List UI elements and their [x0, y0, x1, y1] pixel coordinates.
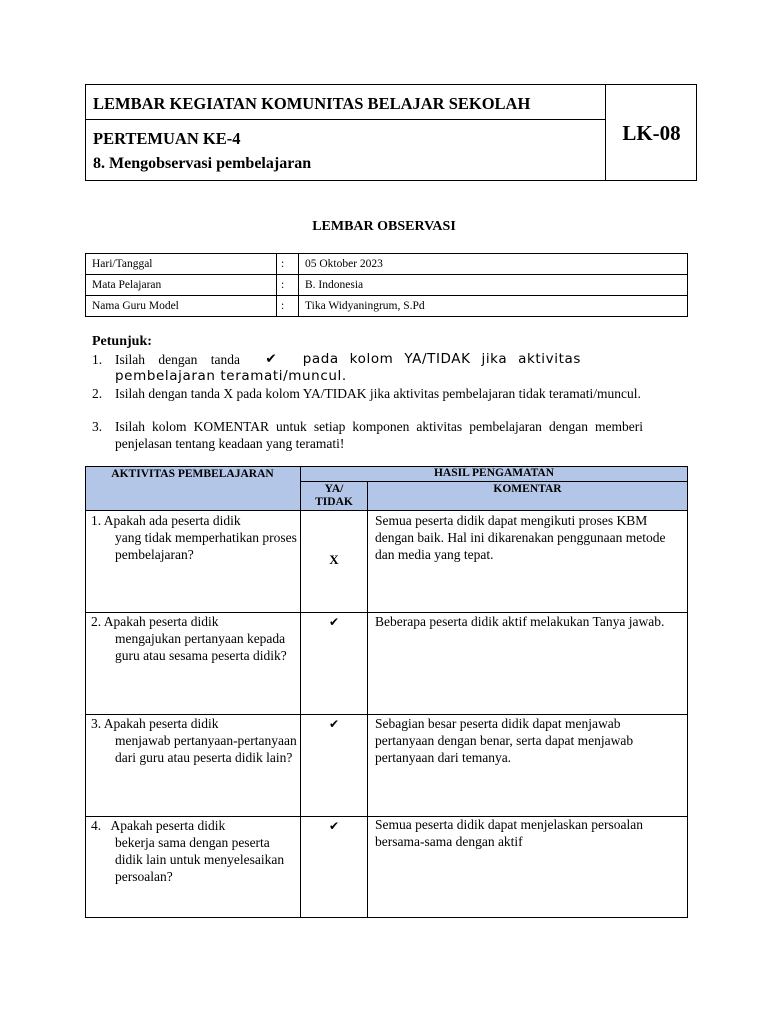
question-text-first: Apakah ada peserta didik [103, 513, 241, 528]
info-table [85, 253, 688, 317]
header-topic: 8. Mengobservasi pembelajaran [93, 155, 312, 172]
info-row-teacher [86, 296, 688, 317]
header-meeting: PERTEMUAN KE-4 [93, 129, 241, 148]
table-border [300, 481, 688, 482]
info-separator: : [277, 254, 299, 275]
instruction-text [115, 351, 643, 385]
header-divider-horizontal [86, 119, 605, 120]
observation-table [85, 466, 688, 918]
question-number: 2. [91, 614, 102, 629]
question-text-first: Apakah peserta didik [110, 818, 226, 833]
instruction-item-1 [92, 351, 652, 385]
info-label: Mata Pelajaran [86, 275, 277, 296]
activity-question-3 [91, 715, 297, 766]
question-text-first: Apakah peserta didik [103, 716, 219, 731]
instruction-item-3 [92, 418, 652, 452]
column-header-activity: AKTIVITAS PEMBELAJARAN [111, 468, 274, 480]
comment-4: Semua peserta didik dapat menjelaskan persoalan bersama-sama dengan aktif [375, 817, 644, 849]
table-border [85, 510, 688, 511]
comment-1: Semua peserta didik dapat mengikuti proses KBM dengan baik. Hal ini dikarenakan penggunaan metode dan media yang tepat. [375, 513, 666, 562]
instruction-number: 2. [92, 386, 103, 401]
question-text-rest: bekerja sama dengan peserta didik lain untuk menyelesaikan persoalan? [115, 835, 285, 884]
info-row-date [86, 254, 688, 275]
column-header-comment: KOMENTAR [493, 483, 562, 495]
instruction-text: Isilah kolom KOMENTAR untuk setiap komponen aktivitas pembelajaran dengan memberi penjelasan tentang keadaan yang teramati! [115, 419, 643, 451]
info-separator: : [277, 275, 299, 296]
instruction-number: 3. [92, 419, 103, 434]
check-mark-icon: ✔ [265, 351, 278, 367]
info-value: Tika Widyaningrum, S.Pd [299, 296, 688, 317]
table-border [85, 466, 86, 918]
header-title: LEMBAR KEGIATAN KOMUNITAS BELAJAR SEKOLAH [93, 94, 531, 113]
info-label: Hari/Tanggal [86, 254, 277, 275]
question-text-rest: menjawab pertanyaan-pertanyaan dari guru atau peserta didik lain? [115, 733, 297, 765]
question-text-rest: mengajukan pertanyaan kepada guru atau sesama peserta didik? [115, 631, 287, 663]
question-number: 4. [91, 818, 102, 833]
instruction-text-part-a: Isilah dengan tanda [115, 352, 240, 367]
worksheet-header [85, 84, 697, 181]
check-mark-icon: ✔ [328, 819, 340, 833]
table-border [300, 466, 301, 918]
activity-question-2 [91, 613, 297, 664]
instruction-number: 1. [92, 352, 103, 367]
check-mark-icon: ✔ [328, 717, 340, 731]
info-value: B. Indonesia [299, 275, 688, 296]
table-border [367, 481, 368, 918]
worksheet-code: LK-08 [622, 121, 681, 145]
table-border [85, 917, 688, 918]
instruction-text: Isilah dengan tanda X pada kolom YA/TIDAK jika aktivitas pembelajaran tidak teramati/muncul. [115, 386, 641, 401]
comment-3: Sebagian besar peserta didik dapat menjawab pertanyaan dengan benar, serta dapat menjawab pertanyaan dari temanya. [375, 716, 634, 765]
not-observed-mark: X [329, 552, 339, 567]
info-label: Nama Guru Model [86, 296, 277, 317]
info-row-subject [86, 275, 688, 296]
info-separator: : [277, 296, 299, 317]
question-text-first: Apakah peserta didik [103, 614, 219, 629]
column-header-result: HASIL PENGAMATAN [433, 467, 554, 479]
column-header-yes-no: YA/ TIDAK [315, 483, 353, 508]
check-mark-icon: ✔ [328, 615, 340, 629]
table-border [687, 466, 688, 918]
activity-question-4 [91, 817, 297, 885]
observation-title: LEMBAR OBSERVASI [312, 219, 456, 234]
comment-2: Beberapa peserta didik aktif melakukan Tanya jawab. [375, 614, 665, 629]
instruction-text-part-c: pembelajaran teramati/muncul. [115, 368, 347, 384]
question-number: 3. [91, 716, 102, 731]
info-value: 05 Oktober 2023 [299, 254, 688, 275]
instruction-item-2 [92, 385, 652, 419]
instructions-title: Petunjuk: [92, 334, 152, 349]
question-text-rest: yang tidak memperhatikan proses pembelajaran? [115, 530, 297, 562]
question-number: 1. [91, 513, 102, 528]
instruction-text-part-b: pada kolom YA/TIDAK jika aktivitas [302, 351, 581, 367]
activity-question-1 [91, 512, 297, 563]
